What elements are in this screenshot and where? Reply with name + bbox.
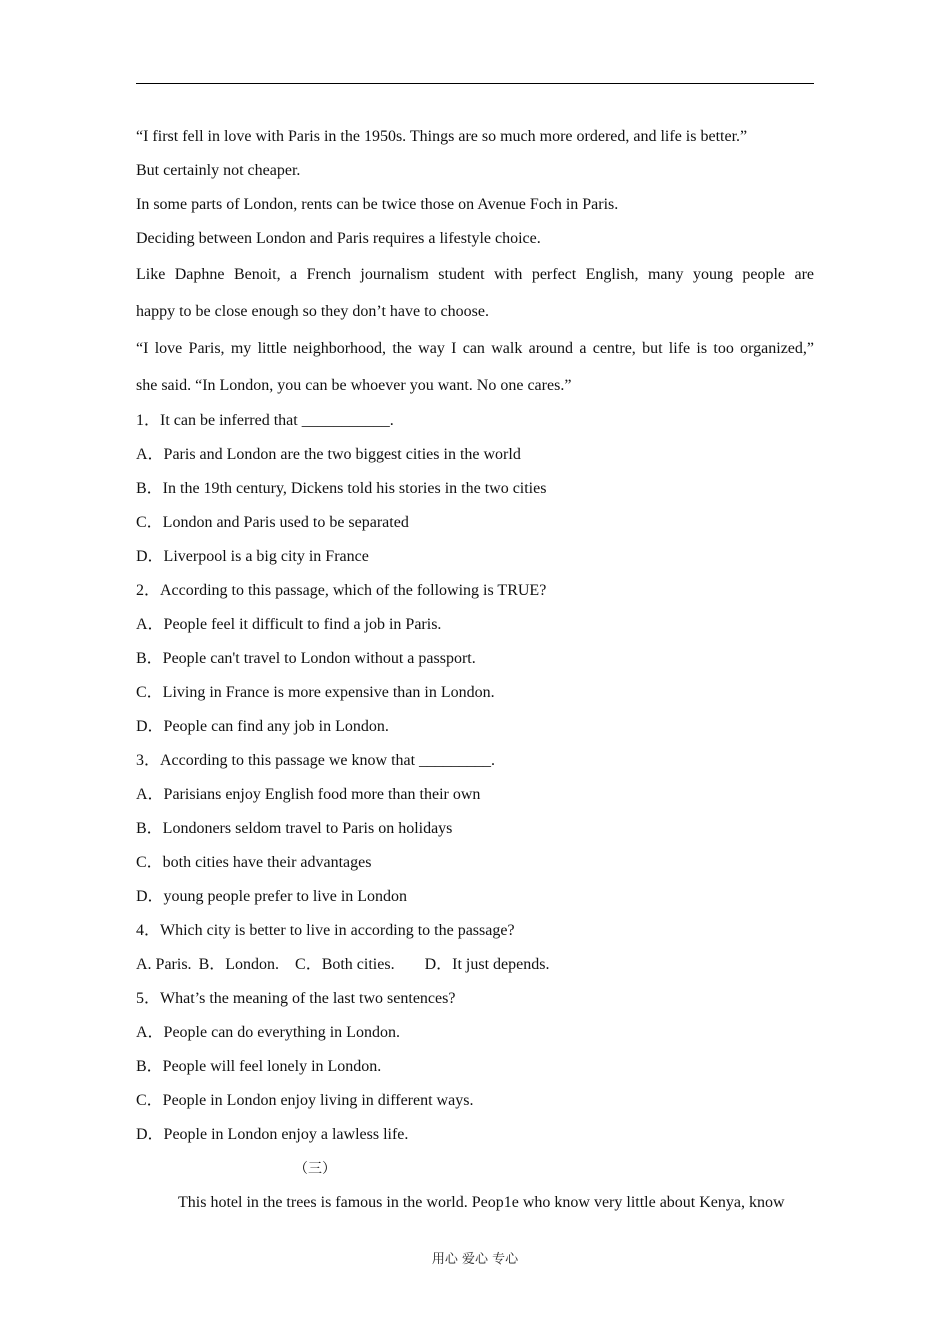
question-stem: 2．According to this passage, which of the following is TRUE? [136,582,547,599]
question-stem: 4．Which city is better to live in according to the passage? [136,922,515,939]
answer-option: D．People can find any job in London. [136,718,389,735]
passage-paragraph: “I first fell in love with Paris in the 1950s. Things are so much more ordered, and life is better.” [136,128,748,145]
answer-option: B．People will feel lonely in London. [136,1058,382,1075]
answer-option: B．London. [198,956,280,973]
answer-option: D．young people prefer to live in London [136,888,408,905]
page-footer: 用心 爱心 专心 [431,1252,519,1267]
passage-paragraph: But certainly not cheaper. [136,162,301,179]
section-heading: （三） [294,1161,336,1177]
answer-option: B．Londoners seldom travel to Paris on holidays [136,820,453,837]
answer-option: A. Paris. [136,956,192,973]
paragraph-line: she said. “In London, you can be whoever you want. No one cares.” [136,377,572,394]
answer-option: C．People in London enjoy living in different ways. [136,1092,474,1109]
answer-option: D．Liverpool is a big city in France [136,548,369,565]
answer-option: C．Living in France is more expensive than in London. [136,684,495,701]
answer-option: D．It just depends. [424,956,550,973]
answer-option: C．both cities have their advantages [136,854,372,871]
passage-paragraph [136,256,814,330]
answer-option: D．People in London enjoy a lawless life. [136,1126,409,1143]
answer-option: B．People can't travel to London without a passport. [136,650,476,667]
answer-option: C．London and Paris used to be separated [136,514,409,531]
passage-paragraph [136,330,814,404]
paragraph-line: Like Daphne Benoit, a French journalism student with perfect English, many young people are [136,266,814,283]
passage-paragraph: Deciding between London and Paris requires a lifestyle choice. [136,230,541,247]
paragraph-line: “I love Paris, my little neighborhood, the way I can walk around a centre, but life is too organized,” [136,340,814,357]
question-stem: 3．According to this passage we know that _________. [136,752,496,769]
document-body [136,120,814,1220]
answer-option: C．Both cities. [295,956,395,973]
paragraph-line: happy to be close enough so they don’t have to choose. [136,303,489,320]
answer-option: A．People can do everything in London. [136,1024,400,1041]
question-stem: 5．What’s the meaning of the last two sentences? [136,990,456,1007]
passage-paragraph: This hotel in the trees is famous in the world. Peop1e who know very little about Kenya, know [178,1194,785,1211]
header-rule [136,83,814,84]
answer-option: A．People feel it difficult to find a job in Paris. [136,616,442,633]
answer-option: B．In the 19th century, Dickens told his stories in the two cities [136,480,547,497]
answer-option: A．Parisians enjoy English food more than their own [136,786,481,803]
passage-paragraph: In some parts of London, rents can be twice those on Avenue Foch in Paris. [136,196,619,213]
answer-option: A．Paris and London are the two biggest cities in the world [136,446,521,463]
question-stem: 1．It can be inferred that ___________. [136,412,394,429]
answer-options-inline [136,948,814,982]
